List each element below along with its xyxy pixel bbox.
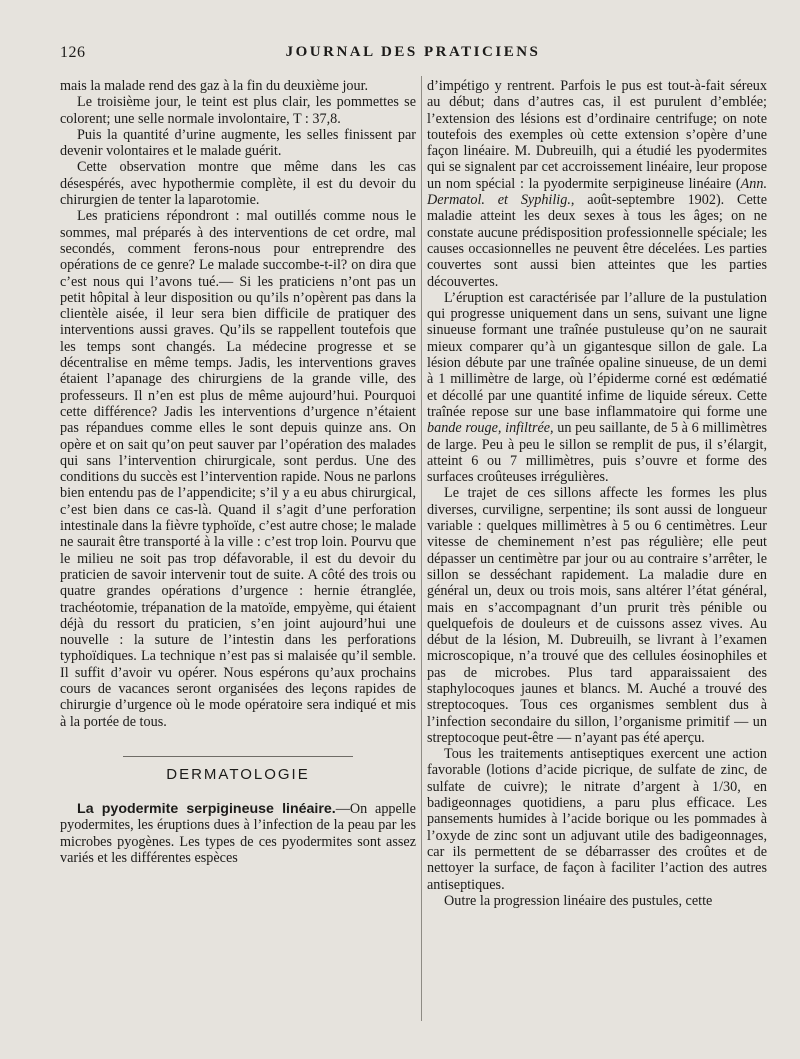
paragraph-text: d’impétigo y rentrent. Parfois le pus est tout-à-fait séreux au début; dans d’autres cas, il est purulent d’emblée; l’extension des lésions est d’ordinaire centrifuge; on note toutefois des exemples où cette extension s’opère d’une façon linéaire. M. Dubreuilh, qui a étudié les pyodermites qui se signalent par cet accroissement linéaire, leur propose un nom spécial : la pyodermite serpigineuse linéaire ( xyxy=(427,78,767,192)
section-title: DERMATOLOGIE xyxy=(123,756,353,793)
paragraph: Puis la quantité d’urine augmente, les selles finissent par devenir volontaires et le malade guérit. xyxy=(60,126,416,160)
paragraph: Tous les traitements antiseptiques exercent une action favorable (lotions d’acide picrique, de sulfate de zinc, de sulfate de cuivre); le nitrate d’argent à 1/30, en badigeonnages quotidiens, a paru plus efficace. Les pansements humides à l’acide borique ou les pommades à l’oxyde de zinc sont un adjuvant utile des badigeonnages, car ils permettent de se débarrasser des croûtes et de nettoyer la surface, de façon à faciliter l’action des autres antiseptiques. xyxy=(427,746,767,893)
paragraph: Le troisième jour, le teint est plus clair, les pommettes se colorent; une selle normale involontaire, T : 37,8. xyxy=(60,94,416,127)
paragraph: Le trajet de ces sillons affecte les formes les plus diverses, curviligne, serpentine; ils sont aussi de longueur variable : quelques millimètres à 5 ou 6 centimètres. Leur vitesse de cheminement n’est pas régulière; elle peut dépasser un centimètre par jour ou au contraire s’arrêter, le sillon se desséchant rapidement. La maladie dure en général un, deux ou trois mois, sans altérer l’état général, mais en s’accompagnant d’un prurit très pénible ou quelquefois de douleurs et de cuissons assez vives. Au début de la lésion, M. Dubreuilh, se livrant à l’examen microscopique, n’a trouvé que des cellules éosinophiles et pas de microbes. Plus tard apparaissaient des staphylocoques jaunes et blancs. M. Auché a trouvé des streptocoques. Tous ces organismes semblent dus à l’infection secondaire du sillon, l’organisme primitif — un streptocoque peut-être — n’ayant pas été aperçu. xyxy=(427,485,767,746)
emphasis: bande rouge, infiltrée, xyxy=(427,420,554,437)
article-intro: —On appelle pyodermites, les éruptions dues à l’infection de la peau par les microbes pyogènes. Les types de ces pyodermites sont assez variés et les différentes espèces xyxy=(60,801,416,867)
paragraph-text: , août-septembre 1902). Cette maladie atteint les deux sexes à tous les âges; on ne constate aucune prédisposition professionnelle spéciale; les causes occasionnelles ne peuvent être décelées. Les parties couvertes sont aussi bien atteintes que les parties découvertes. xyxy=(427,192,767,290)
paragraph: Les praticiens répondront : mal outillés comme nous le sommes, mal préparés à des interventions de cet ordre, mal secondés, comment ferons-nous pour entreprendre des opérations de ce genre? Le malade succombe-t-il? on dira que c’est nous qui l’avons tué.— Si les praticiens n’ont pas un petit hôpital à leur disposition ou qu’ils n’opèrent pas dans la clientèle aisée, il leur sera bien difficile de pratiquer des interventions aussi graves. Qu’ils se rappellent toutefois que les temps sont changés. La médecine progresse et se décentralise en même temps. Jadis, les interventions graves étaient l’apanage des chirurgiens de la grande ville, des professeurs. Il n’en est plus de même aujourd’hui. Pourquoi cette différence? Jadis les interventions d’urgence n’étaient pas répandues comme elles le sont depuis quinze ans. On opère et on sait qu’on peut sauver par l’opération des malades qui sans l’intervention chirurgicale, sont perdus. Une des conditions du succès est l’intervention rapide. Nous ne parlons bien entendu pas de l’appendicite; s’il y a eu abus chirurgical, c’est bien dans ce cas-là. Quand il s’agit d’une perforation intestinale dans la fièvre typhoïde, c’est autre chose; le malade ne saurait être transporté à la ville : c’est trop loin. Pourvu que le milieu ne soit pas trop défavorable, il est du devoir du praticien de savoir intervenir tout de suite. A côté des trois ou quatre grandes opérations d’urgence : hernie étranglée, trachéotomie, trépanation de la matoïde, empyème, qui étaient déjà du ressort du praticien, s’en joint aujourd’hui une nouvelle : la suture de l’intestin dans les perforations typhoïdiques. La technique n’est pas si malaisée qu’il semble. Il suffit d’avoir vu opérer. Nous espérons qu’aux prochains cours de vacances seront organisées des leçons rapides de chirurgie d’urgence où le mode opératoire sera indiqué et mis à la portée de tous. xyxy=(60,208,416,730)
paragraph: Cette observation montre que même dans les cas désespérés, avec hypothermie complète, il est du devoir du chirurgien de tenter la laparotomie. xyxy=(60,159,416,209)
page-header xyxy=(60,44,766,66)
page-number: 126 xyxy=(60,44,86,61)
paragraph: mais la malade rend des gaz à la fin du deuxième jour. xyxy=(60,78,369,94)
left-column xyxy=(60,78,416,866)
column-divider xyxy=(421,76,422,1021)
article-title: La pyodermite serpigineuse linéaire. xyxy=(77,801,336,818)
right-column xyxy=(427,78,767,909)
paragraph xyxy=(427,290,767,486)
journal-reference: Ann. Dermatol. et Syphilig. xyxy=(427,175,767,209)
paragraph-text: un peu saillante, de 5 à 6 millimètres de large. Peu à peu le sillon se remplit de pus, il s’élargit, atteint 6 ou 7 millimètres, puis s’ouvre et forme des surfaces croûteuses irrégulières. xyxy=(427,420,767,486)
running-title: JOURNAL DES PRATICIENS xyxy=(285,44,541,60)
paragraph xyxy=(427,78,767,290)
paragraph-text: L’éruption est caractérisée par l’allure de la pustulation qui progresse uniquement dans un sens, suivant une ligne sinueuse formant une traînée pustuleuse qu’on ne saurait mieux comparer qu’à un gigantesque sillon de gale. La lésion débute par une traînée opaline sinueuse, de un demi à 1 millimètre de large, où l’épiderme corné est œdématié et décollé par une quantité infime de liquide séreux. Cette traînée repose sur une base inflammatoire qui forme une xyxy=(427,289,767,420)
article-paragraph xyxy=(60,801,416,866)
paragraph: Outre la progression linéaire des pustules, cette xyxy=(444,892,713,909)
